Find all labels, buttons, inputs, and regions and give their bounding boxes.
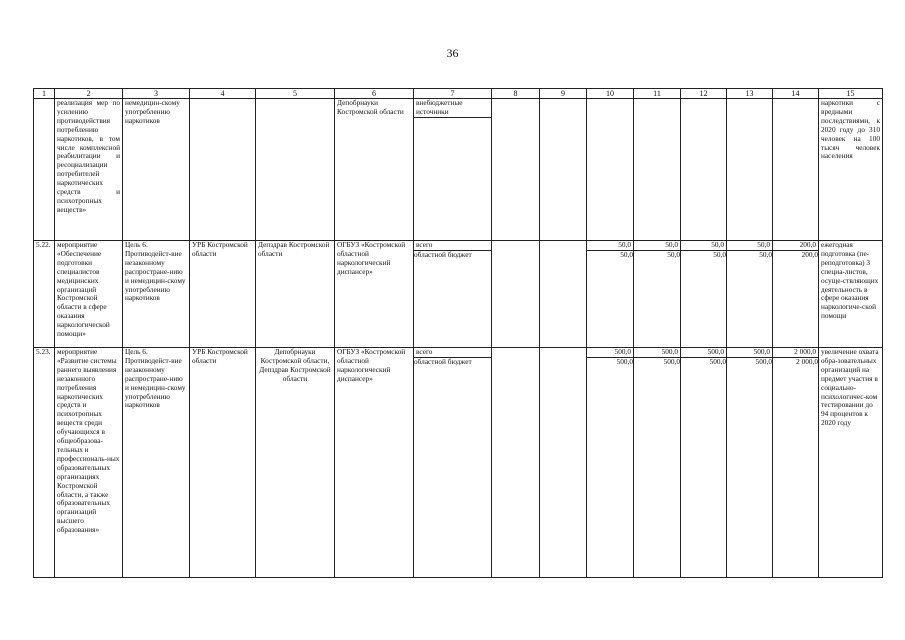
measure-name: мероприятие «Развитие системы раннего выявления незаконного потребления наркотических средств и психотропных веществ среди обучающихся в общеобразова-тельных и профессиональ-ных образовательных организациях Костромской области, а также образовательных организаций высшего образования» — [55, 348, 123, 578]
executor-cell: Депобрнауки Костромской области — [335, 99, 414, 241]
goal-cell: Цель 6. Противодейст-вие незаконному распростране-нию и немедицин-скому употреблению наркотиков — [123, 241, 190, 348]
header-cell: 8 — [492, 89, 540, 99]
result-cell: ежегодная подготовка (пе-реподготовка) 3 специа-листов, осуще-ствляющих деятельность в сфере оказания наркологиче-ской помощи — [819, 241, 883, 348]
amount-total: 500,0 — [661, 347, 678, 356]
amount-budget: 50,0 — [727, 250, 773, 260]
header-cell: 5 — [256, 89, 335, 99]
amount-cell — [587, 99, 634, 241]
funding-source-cell — [414, 348, 492, 578]
funding-source-budget: областной бюджет — [414, 250, 492, 260]
goal-cell: Цель 6. Противодейст-вие незаконному распростране-нию и немедицин-скому употреблению наркотиков — [123, 348, 190, 578]
amount-total: 50,0 — [757, 240, 770, 249]
total-amount: 2 000,0 — [794, 347, 816, 356]
program-table — [33, 88, 883, 578]
total-amount: 200,0 — [799, 240, 816, 249]
header-cell: 15 — [819, 89, 883, 99]
coordinator-cell — [190, 99, 256, 241]
header-cell: 7 — [414, 89, 492, 99]
header-cell: 2 — [55, 89, 123, 99]
amount-cell — [634, 99, 681, 241]
table-row — [34, 99, 883, 241]
amount-total: 50,0 — [711, 240, 724, 249]
measure-name: мероприятие «Обеспечение подготовки специалистов медицинских организаций Костромской области в сфере оказания наркологической помощи» — [55, 241, 123, 348]
executor-cell: ОГБУЗ «Костромской областной наркологический диспансер» — [335, 348, 414, 578]
amount-total: 500,0 — [614, 347, 631, 356]
total-budget: 2 000,0 — [773, 357, 819, 367]
responsible-cell — [256, 99, 335, 241]
result-cell: увеличение охвата обра-зовательных организаций на предмет участия в социально-психологичес-ком тестировании до 94 процентов к 2020 году — [819, 348, 883, 578]
funding-source-budget — [414, 117, 492, 118]
total-cell — [773, 241, 819, 348]
amount-cell — [492, 99, 540, 241]
goal-cell: немедицин-скому употреблению наркотиков — [123, 99, 190, 241]
result-cell: наркотики с вредными последствиями, к 2020 году до 310 человек на 100 тысяч человек населения — [819, 99, 883, 241]
amount-total: 50,0 — [665, 240, 678, 249]
total-cell — [773, 99, 819, 241]
amount-cell — [634, 241, 681, 348]
funding-source-cell — [414, 99, 492, 241]
amount-budget: 500,0 — [587, 357, 634, 367]
header-cell: 14 — [773, 89, 819, 99]
row-number — [34, 99, 55, 241]
responsible-cell: Депобрнауки Костромской области, Депздрав Костромской области — [256, 348, 335, 578]
funding-source-budget: областной бюджет — [414, 357, 492, 367]
amount-cell — [492, 348, 540, 578]
amount-cell — [540, 99, 587, 241]
executor-cell: ОГБУЗ «Костромской областной наркологический диспансер» — [335, 241, 414, 348]
amount-cell — [727, 99, 773, 241]
total-budget: 200,0 — [773, 250, 819, 260]
header-cell: 11 — [634, 89, 681, 99]
amount-cell — [587, 241, 634, 348]
header-cell: 6 — [335, 89, 414, 99]
funding-source-total: внебюджетные источники — [416, 98, 463, 116]
header-cell: 4 — [190, 89, 256, 99]
page-number: 36 — [446, 46, 459, 60]
amount-cell — [587, 348, 634, 578]
amount-cell — [540, 241, 587, 348]
row-number: 5.22. — [34, 241, 55, 348]
header-cell: 12 — [681, 89, 727, 99]
header-cell: 9 — [540, 89, 587, 99]
amount-total: 50,0 — [618, 240, 631, 249]
responsible-cell: Депздрав Костромской области — [256, 241, 335, 348]
row-number: 5.23. — [34, 348, 55, 578]
header-row — [34, 89, 883, 99]
table-row — [34, 348, 883, 578]
amount-budget: 500,0 — [681, 357, 727, 367]
header-cell: 3 — [123, 89, 190, 99]
funding-source-total: всего — [416, 347, 433, 356]
amount-cell — [681, 241, 727, 348]
amount-cell — [681, 99, 727, 241]
table-row — [34, 241, 883, 348]
header-cell: 1 — [34, 89, 55, 99]
amount-cell — [540, 348, 587, 578]
amount-cell — [727, 241, 773, 348]
amount-cell — [634, 348, 681, 578]
header-cell: 13 — [727, 89, 773, 99]
funding-source-total: всего — [416, 240, 433, 249]
amount-cell — [681, 348, 727, 578]
measure-name: реализация мер по усилению противодействия потреблению наркотиков, в том числе комплексной реабилитации и ресоциализации потребителей наркотических средств и психотропных веществ» — [55, 99, 123, 241]
amount-budget: 500,0 — [634, 357, 681, 367]
header-cell: 10 — [587, 89, 634, 99]
total-cell — [773, 348, 819, 578]
amount-total: 500,0 — [753, 347, 770, 356]
amount-budget: 50,0 — [681, 250, 727, 260]
amount-total: 500,0 — [707, 347, 724, 356]
coordinator-cell: УРБ Костромской области — [190, 348, 256, 578]
amount-budget: 50,0 — [587, 250, 634, 260]
amount-budget: 500,0 — [727, 357, 773, 367]
funding-source-cell — [414, 241, 492, 348]
amount-cell — [492, 241, 540, 348]
amount-cell — [727, 348, 773, 578]
amount-budget: 50,0 — [634, 250, 681, 260]
coordinator-cell: УРБ Костромской области — [190, 241, 256, 348]
